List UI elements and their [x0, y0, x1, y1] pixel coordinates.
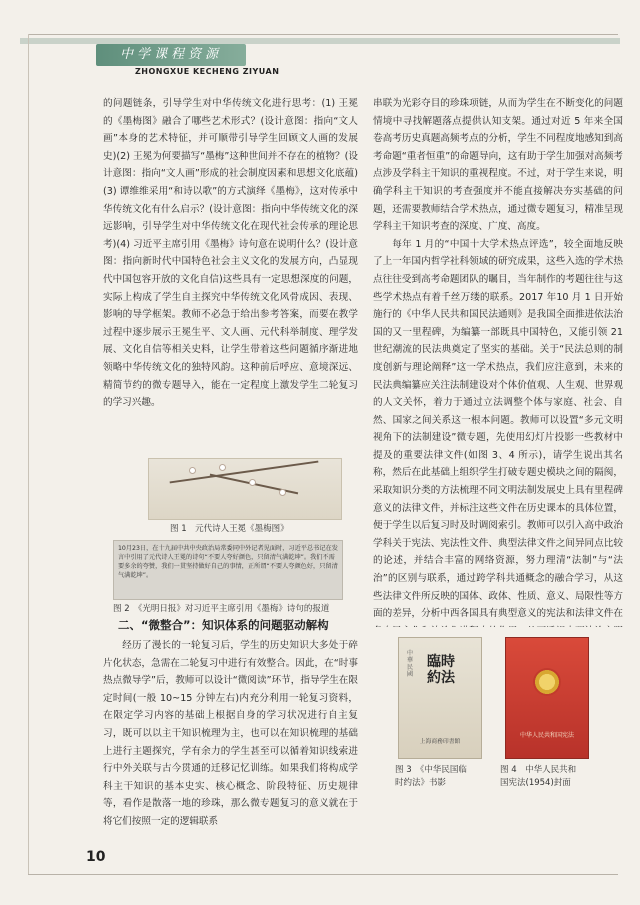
left-column-lower — [103, 637, 358, 837]
figure-3-caption-line: 时约法》书影 — [395, 778, 447, 788]
section-title-text: 二、“微整合”：知识体系的问题驱动解构 — [118, 618, 329, 632]
figure-3-book-cover — [398, 637, 482, 759]
figure-2-text: 10月23日，在十九届中共中央政治局常委同中外记者见面时，习近平总书记在发言中引用了元代诗人王冕的诗句“不要人夸好颜色，只留清气满乾坤”。我们不需要多余的夸赞，我们一贯坚持做好自己的事情，正所谓“不要人夸颜色好，只留清气满乾坤”。 — [118, 545, 338, 579]
right-paragraph: 每年 1 月的“中国十大学术热点评选”，较全面地反映了上一年国内哲学社科领域的研究成果，这些入选的学术热点往往受到高考命题团队的瞩目，当年制作的考题往往与这些学术热点有着千丝万缕的联系。2017 年10 月 1 日开始施行的《中华人民共和国民法通则》是我国全面推进依法治国的又一里程碑，为编纂一部既具中国特色，又能引领 21 世纪潮流的民法典奠定了坚实的基础。关于“民法总则的制度创新与理论阐释”这一学术热点，我们应注意到，未来的民法典编纂应关注法制建设对个体价值观、人生观、世界观的人文关怀，着力于通过立法调整个体与家庭、社会、自然、国家之间关系这一根本问题。教师可以设置“多元文明视角下的法制建设”微专题，先使用幻灯片投影一些教材中提及的重要法律文件(如图 3、4 所示)，请学生说出其名称，然后在此基础上组织学生打破专题史模块之间的隔阂，采取知识分类的方法梳理不同文明法制发展史上具有里程碑意义的法律文件，并标注这些文件在历史课本的具体位置，便于学生以后复习时及时调阅索引。教师可以引入高中政治学科关于宪法、宪法性文件、典型法律文件之间异同点比较的论述，并结合丰富的网络资源，努力理清“法制”与“法治”的区别与联系，通过跨学科共通概念的融合学习，从这些法律文件所反映的国体、政体、性质、意义、局限性等方面的差异，分析中西各国具有典型意义的宪法和法律文件在 — [373, 238, 623, 620]
figure-4-caption — [500, 764, 610, 790]
page-number: 10 — [86, 849, 106, 865]
plum-blossom — [279, 489, 286, 496]
figure-2-clipping — [113, 540, 343, 600]
header-band — [96, 44, 246, 66]
right-column — [373, 95, 623, 627]
figure-3-side-text: 中華民國 — [407, 650, 414, 678]
figure-3-caption-line: 图 3 《中华民国临 — [395, 765, 467, 775]
figure-1-image — [148, 458, 342, 520]
figure-3-publisher: 上海商務印書館 — [419, 739, 461, 745]
section-paragraph: 经历了漫长的一轮复习后，学生的历史知识大多处于碎片化状态，急需在二轮复习中进行有效整合。因此，在“时事热点微导学”后，教师可以设计“微阅读”环节，指导学生在限定时间(一般 10~15 分钟左右)内充分利用一轮复习资料，在限定学习内容的基础上根据自身的学习状况进行自主复习，既可以以主干知识梳理为主，也可以在知识梳理的基础上进行主题探究，学有余力的学生甚至可以循着知识线索进行中外关联与古今贯通的迁移记忆训练。如果我们将构成学科主干知识的基本史实、核心概念、阶段特征、历史规律等，看作是散落一地的珍珠，那么微专题复习的意义就在于将它们按照一定的逻辑联系 — [103, 640, 358, 827]
figure-3-caption — [395, 764, 490, 790]
footer-divider — [28, 874, 618, 875]
left-column — [103, 95, 358, 445]
plum-blossom — [249, 479, 256, 486]
figure-4-label: 中华人民共和国宪法 — [519, 732, 574, 739]
figure-4-constitution-cover — [505, 637, 589, 759]
header-frame — [20, 16, 620, 44]
header-divider — [28, 34, 618, 35]
figure-1-caption: 图 1 元代诗人王冕《墨梅图》 — [170, 524, 289, 534]
figure-2-caption: 图 2 《光明日报》对习近平主席引用《墨梅》诗句的报道 — [113, 604, 330, 614]
page-left-rule — [28, 34, 29, 874]
figure-3-title: 臨時約法 — [427, 654, 455, 686]
figure-4-caption-line: 图 4 中华人民共和 — [500, 765, 577, 775]
left-paragraph: 的问题链条，引导学生对中华传统文化进行思考：(1) 王冕的《墨梅图》融合了哪些艺术形式？(设计意图：指向“文人画”本身的艺术特征，并可顺带引导学生回顾文人画的发展史)(2) 王冕为何要描写“墨梅”这种世间并不存在的植物？(设计意图：指向“文人画”形成的社会制度因素和思想文化底蕴)(3) 谭维维采用“和诗以歌”的方式演绎《墨梅》，这对传承中华传统文化有什么启示？(设计意图：指向中华传统文化的深远影响，引导学生对中华传统文化在现代社会传承的理论思考)(4) 习近平主席引用《墨梅》诗句意在说明什么？(设计意图：指向新时代中国特色社会主义文化的发展方向，凸显现代中国包容开放的文化自信)这些具有一定思想深度的问题，实际上构成了学生自主探究中华传统文化风骨成因、表现、影响的导学框架。教师不必急于给出参考答案，而要在教学过程中逐步展示王冕生平、文人画、元代科举制度、理学发展、文化自信等相关史料，让学生带着这些问题循序渐进地领略中华传统文化的独特风韵。这种前后呼应、意境深远、精简节约的微专题导入，能在一定程度上激发学生二轮复习的学习兴趣。 — [103, 98, 358, 409]
plum-blossom — [219, 464, 226, 471]
plum-blossom — [189, 467, 196, 474]
right-paragraph: 串联为光彩夺目的珍珠项链，从而为学生在不断变化的问题情境中寻找解题落点提供认知支架。通过对近 5 年来全国卷高考历史真题高频考点的分析，学生不同程度地感知到高考命题“重者恒重”的命题导向，这有助于学生加强对高频考点涉及学科主干知识的重视程度。不过，对于学生来说，明确学科主干知识的考查强度并不能直接解决夯实基础的问题，还需要教师结合学术热点，通过微专题复习，精准呈现学科主干知识考查的深度、广度、高度。 — [373, 98, 623, 233]
header-subtitle: ZHONGXUE KECHENG ZIYUAN — [135, 67, 280, 76]
header-band-title: 中学课程资源 — [119, 47, 222, 62]
national-emblem-icon — [533, 668, 561, 696]
figure-4-caption-line: 国宪法(1954)封面 — [500, 778, 571, 788]
section-title — [118, 617, 358, 633]
